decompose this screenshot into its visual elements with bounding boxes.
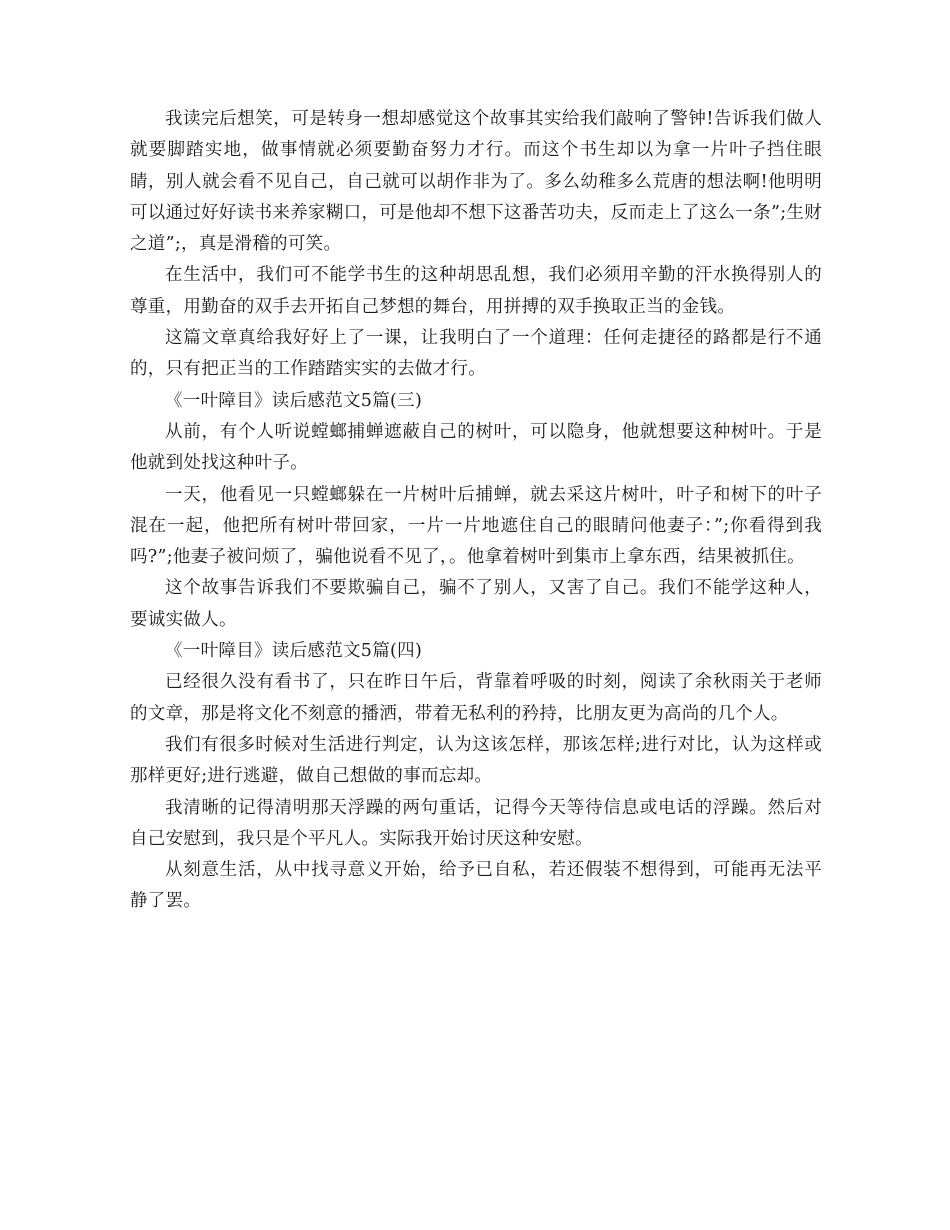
paragraph-8: 我们有很多时候对生活进行判定，认为这该怎样，那该怎样;进行对比，认为这样或那样更好;进行逃避，做自己想做的事而忘却。: [130, 734, 822, 787]
section-heading-3: 《一叶障目》读后感范文5篇(三): [165, 390, 423, 411]
section-heading-4: 《一叶障目》读后感范文5篇(四): [165, 641, 423, 662]
paragraph-9: 我清晰的记得清明那天浮躁的两句重话，记得今天等待信息或电话的浮躁。然后对自己安慰到，我只是个平凡人。实际我开始讨厌这种安慰。: [130, 797, 822, 849]
paragraph-4: 从前，有个人听说螳螂捕蝉遮蔽自己的树叶，可以隐身，他就想要这种树叶。于是他就到处找这种叶子。: [130, 421, 822, 474]
paragraph-10: 从刻意生活，从中找寻意义开始，给予已自私，若还假装不想得到，可能再无法平静了罢。: [130, 860, 822, 912]
paragraph-2: 在生活中，我们可不能学书生的这种胡思乱想，我们必须用辛勤的汗水换得别人的尊重，用勤奋的双手去开拓自己梦想的舞台，用拼搏的双手换取正当的金钱。: [130, 265, 822, 317]
paragraph-1: 我读完后想笑，可是转身一想却感觉这个故事其实给我们敲响了警钟!告诉我们做人就要脚踏实地，做事情就必须要勤奋努力才行。而这个书生却以为拿一片叶子挡住眼睛，别人就会看不见自己，自己就可以胡作非为了。多么幼稚多么荒唐的想法啊!他明明可以通过好好读书来养家糊口，可是他却不想下这番苦功夫，反而走上了这么一条”;生财之道”;，真是滑稽的可笑。: [130, 109, 822, 255]
paragraph-5: 一天，他看见一只螳螂躲在一片树叶后捕蝉，就去采这片树叶，叶子和树下的叶子混在一起，他把所有树叶带回家，一片一片地遮住自己的眼睛问他妻子：”;你看得到我吗?”;他妻子被问烦了，骗他说看不见了，。他拿着树叶到集市上拿东西，结果被抓住。: [130, 484, 822, 568]
document-page: [130, 0, 822, 918]
paragraph-3: 这篇文章真给我好好上了一课，让我明白了一个道理：任何走捷径的路都是行不通的，只有把正当的工作踏踏实实的去做才行。: [130, 328, 822, 380]
paragraph-6: 这个故事告诉我们不要欺骗自己，骗不了别人，又害了自己。我们不能学这种人，要诚实做人。: [130, 578, 822, 630]
paragraph-7: 已经很久没有看书了，只在昨日午后，背靠着呼吸的时刻，阅读了余秋雨关于老师的文章，那是将文化不刻意的播洒，带着无私利的矜持，比朋友更为高尚的几个人。: [130, 672, 822, 724]
